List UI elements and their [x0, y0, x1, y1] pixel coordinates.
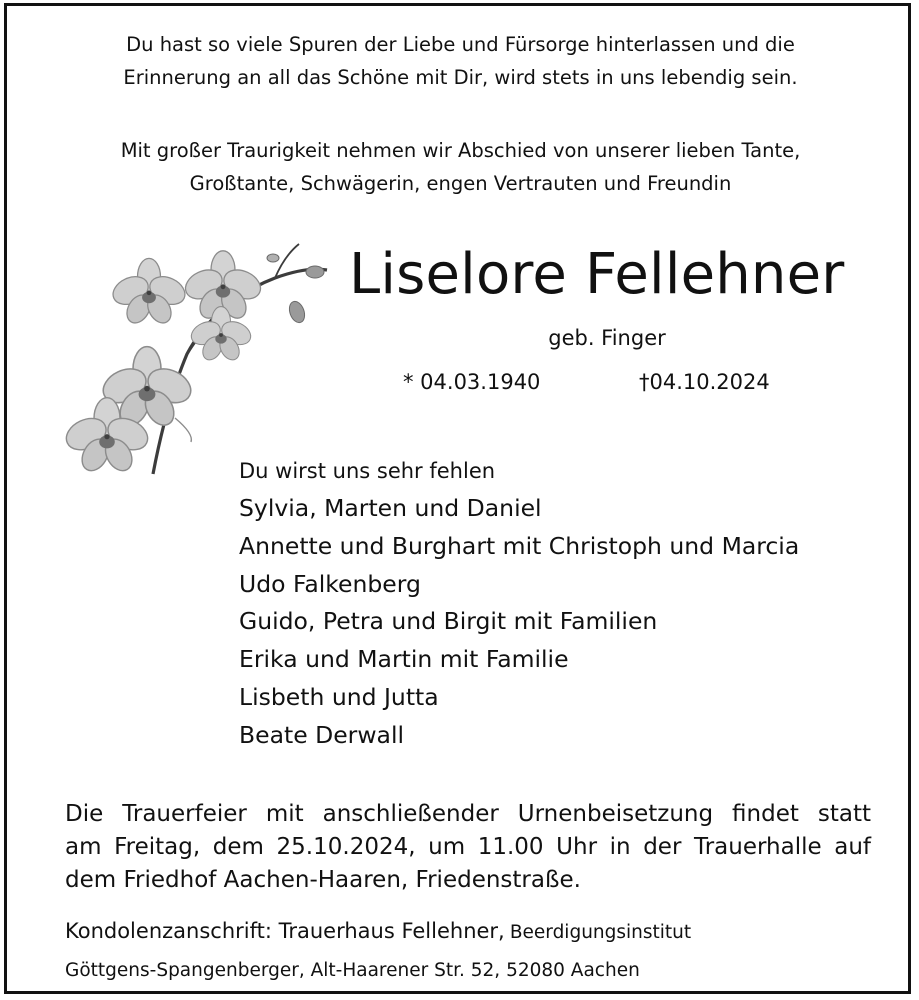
condolence-address	[65, 912, 871, 990]
intro-verse-line: Du hast so viele Spuren der Liebe und Fürsorge hinterlassen und die	[126, 33, 795, 56]
birth-name: geb. Finger	[548, 326, 666, 350]
mourner-entry: Lisbeth und Jutta	[239, 682, 439, 711]
service-line: Die Trauerfeier mit anschließender Urnenbeisetzung findet statt	[65, 801, 871, 827]
funeral-service-info	[65, 798, 871, 897]
mourner-entry: Sylvia, Marten und Daniel	[239, 494, 542, 522]
condolence-label: Kondolenzanschrift: Trauerhaus Fellehner,	[65, 919, 505, 943]
condolence-street-address: Göttgens-Spangenberger, Alt-Haarener Str. 52, 52080 Aachen	[65, 960, 640, 981]
intro-verse-line: Erinnerung an all das Schöne mit Dir, wird stets in uns lebendig sein.	[123, 66, 798, 89]
deceased-name: Liselore Fellehner	[349, 242, 845, 307]
intro-verse	[7, 28, 914, 94]
death-date: 04.10.2024	[649, 370, 770, 394]
service-line: am Freitag, dem 25.10.2024, um 11.00 Uhr in der Trauerhalle auf	[65, 834, 871, 860]
mourner-entry: Erika und Martin mit Familie	[239, 645, 569, 674]
mourner-entry: Udo Falkenberg	[239, 569, 421, 598]
death-date-line	[639, 366, 770, 398]
funeral-institute: Beerdigungsinstitut	[509, 922, 692, 943]
mourner-entry: Annette und Burghart mit Christoph und Marcia	[239, 531, 800, 560]
farewell-statement-line: Großtante, Schwägerin, engen Vertrauten und Freundin	[189, 172, 732, 195]
mourner-entry: Beate Derwall	[239, 720, 405, 749]
cross-icon: †	[639, 370, 650, 394]
birth-date: * 04.03.1940	[403, 370, 541, 394]
mourner-entry: Guido, Petra und Birgit mit Familien	[239, 607, 658, 636]
farewell-statement-line: Mit großer Traurigkeit nehmen wir Abschied von unserer lieben Tante,	[120, 139, 801, 162]
mourners-list	[239, 454, 799, 755]
orchid-icon	[65, 242, 335, 478]
mourners-lead: Du wirst uns sehr fehlen	[239, 459, 496, 483]
obituary-notice	[4, 3, 911, 994]
farewell-statement	[7, 134, 914, 200]
service-line: dem Friedhof Aachen-Haaren, Friedenstraße.	[65, 867, 581, 893]
